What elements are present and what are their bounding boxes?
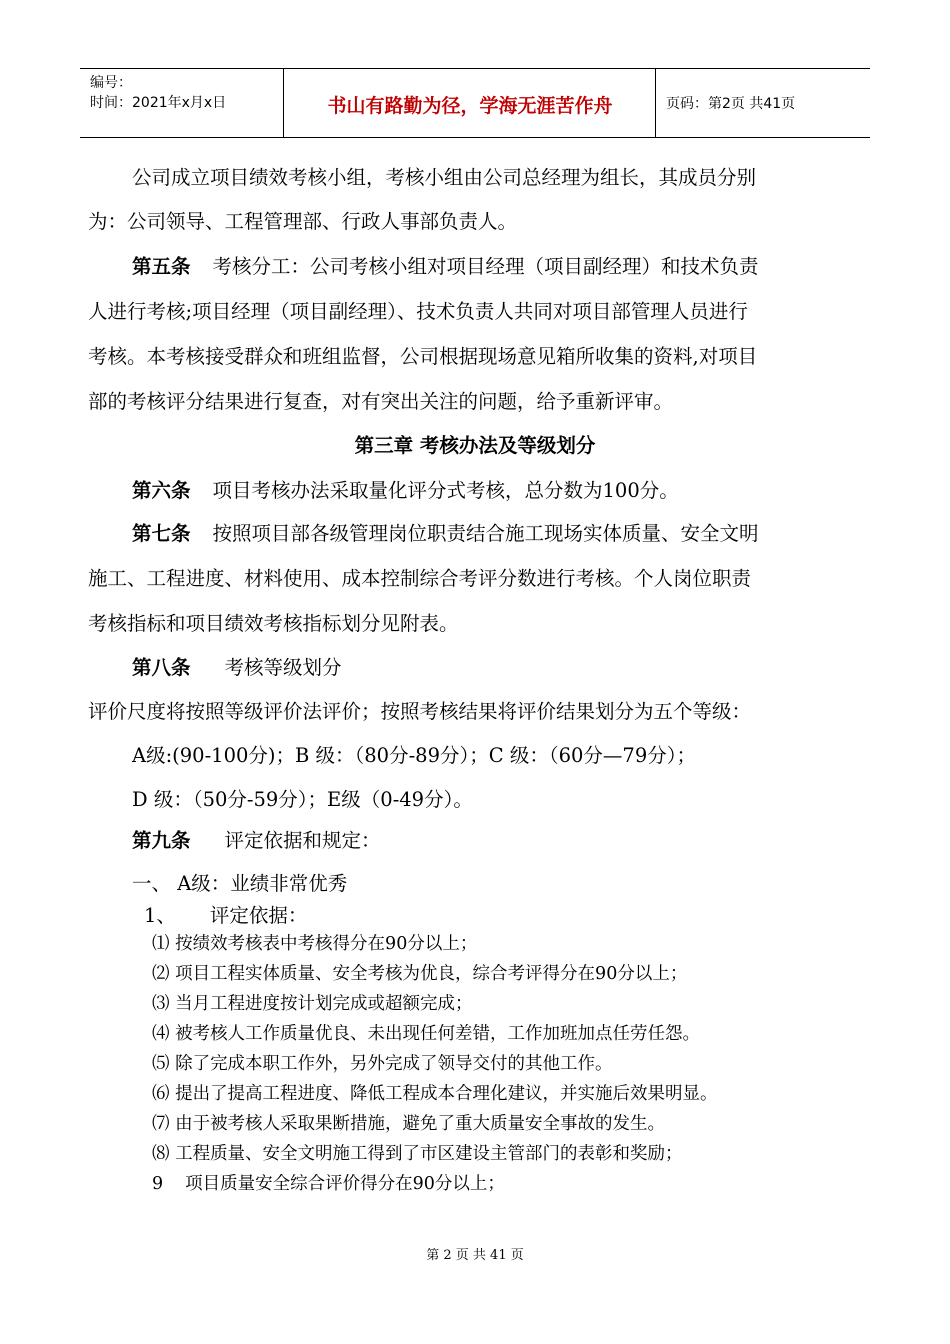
list-item <box>152 1172 505 1196</box>
header-meta <box>90 73 226 113</box>
article-text: 考核等级划分 <box>224 656 342 679</box>
list-item: ⑸ 除了完成本职工作外，另外完成了领导交付的其他工作。 <box>152 1054 613 1074</box>
article-7 <box>132 520 759 548</box>
list-item: ⑹ 提出了提高工程进度、降低工程成本合理化建议，并实施后效果明显。 <box>152 1084 718 1104</box>
header-divider <box>283 69 284 137</box>
page-footer: 第 2 页 共 41 页 <box>426 1248 524 1263</box>
article-title: 第九条 <box>132 829 191 852</box>
grade-line: A级:(90-100分)；B 级：（80分-89分）；C 级：（60分—79分）； <box>132 744 696 767</box>
list-item: ⑴ 按绩效考核表中考核得分在90分以上； <box>152 934 478 954</box>
article-title: 第八条 <box>132 656 191 679</box>
article-text: 考核分工：公司考核小组对项目经理（项目副经理）和技术负责 <box>212 255 759 278</box>
article-8 <box>132 654 342 682</box>
header-code-label: 编号： <box>90 75 132 91</box>
basis-number: 1、 <box>144 904 176 927</box>
list-item: ⑶ 当月工程进度按计划完成或超额完成； <box>152 994 473 1014</box>
header-page-info: 页码：第2页 共41页 <box>666 96 796 112</box>
paragraph-line: 为：公司领导、工程管理部、行政人事部负责人。 <box>88 210 518 233</box>
article-title: 第五条 <box>132 255 191 278</box>
page-header <box>80 68 870 138</box>
article-9 <box>132 827 381 855</box>
level-heading: 一、 A级：业绩非常优秀 <box>132 872 348 895</box>
header-date: 时间：2021年x月x日 <box>90 95 227 111</box>
paragraph-line: 人进行考核;项目经理（项目副经理）、技术负责人共同对项目部管理人员进行 <box>88 300 748 323</box>
list-item: ⑺ 由于被考核人采取果断措施，避免了重大质量安全事故的发生。 <box>152 1114 666 1134</box>
article-text: 项目考核办法采取量化评分式考核，总分数为100分。 <box>212 479 679 502</box>
paragraph-line: 施工、工程进度、材料使用、成本控制综合考评分数进行考核。个人岗位职责 <box>88 567 752 590</box>
article-6 <box>132 477 679 505</box>
paragraph-line: 考核指标和项目绩效考核指标划分见附表。 <box>88 612 459 635</box>
article-title: 第六条 <box>132 479 191 502</box>
paragraph-line: 部的考核评分结果进行复查，对有突出关注的问题，给予重新评审。 <box>88 390 674 413</box>
list-item: ⑵ 项目工程实体质量、安全考核为优良，综合考评得分在90分以上； <box>152 964 688 984</box>
basis-heading <box>144 902 307 930</box>
paragraph-line: 公司成立项目绩效考核小组，考核小组由公司总经理为组长，其成员分别 <box>132 166 757 189</box>
list-item-number: 9 <box>152 1174 164 1194</box>
chapter-heading: 第三章 考核办法及等级划分 <box>354 434 596 457</box>
header-motto: 书山有路勤为径，学海无涯苦作舟 <box>327 95 613 117</box>
basis-text: 评定依据： <box>209 904 308 927</box>
paragraph-line: 考核。本考核接受群众和班组监督，公司根据现场意见箱所收集的资料,对项目 <box>88 345 758 368</box>
header-divider <box>655 69 656 137</box>
paragraph-line: 评价尺度将按照等级评价法评价；按照考核结果将评价结果划分为五个等级： <box>88 700 752 723</box>
grade-line: D 级：（50分-59分）；E级（0-49分）。 <box>132 788 473 811</box>
article-5 <box>132 253 759 281</box>
article-text: 评定依据和规定： <box>224 829 381 852</box>
article-text: 按照项目部各级管理岗位职责结合施工现场实体质量、安全文明 <box>212 522 759 545</box>
list-item: ⑻ 工程质量、安全文明施工得到了市区建设主管部门的表彰和奖励； <box>152 1144 683 1164</box>
list-item-text: 项目质量安全综合评价得分在90分以上； <box>185 1174 505 1194</box>
list-item: ⑷ 被考核人工作质量优良、未出现任何差错，工作加班加点任劳任怨。 <box>152 1024 701 1044</box>
article-title: 第七条 <box>132 522 191 545</box>
